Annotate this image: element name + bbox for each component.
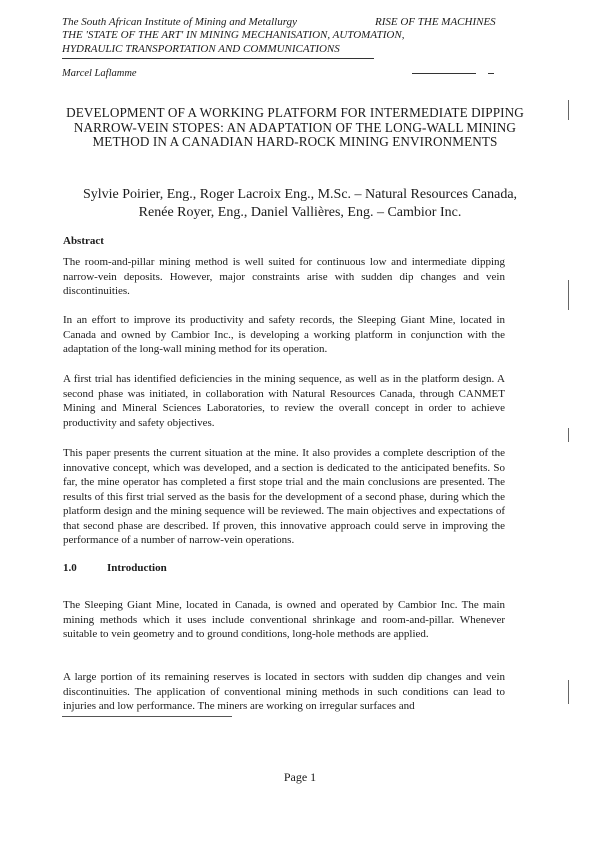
header-subtitle-line2: HYDRAULIC TRANSPORTATION AND COMMUNICATIONS [62,43,340,55]
author-list [55,186,545,222]
abstract-paragraph-1: The room-and-pillar mining method is well suited for continuous low and intermediate dipping narrow-vein deposits. However, major constraints arise with sudden dip changes and vein discontinuities. [63,256,505,297]
header-rule [62,58,374,59]
header-rule-short [412,73,476,74]
scan-margin-mark [568,280,569,310]
page-number: Page 1 [283,770,317,784]
paper-title: DEVELOPMENT OF A WORKING PLATFORM FOR INTERMEDIATE DIPPING NARROW-VEIN STOPES: AN ADAPTATION OF THE LONG-WALL MINING METHOD IN A CANADIAN HARD-ROCK MINING ENVIRONMENTS [66,105,524,149]
introduction-paragraph-2: A large portion of its remaining reserves is located in sectors with sudden dip changes and vein discontinuities. The application of conventional mining methods in such conditions can lead to injuries and low performance. The miners are working on irregular surfaces and [63,671,505,712]
abstract-paragraph-4: This paper presents the current situation at the mine. It also provides a complete description of the innovative concept, which was developed, and a section is dedicated to the anticipated benefits. So far, the mine operator has completed a first stope trial and the main conclusions are presented. The results of this first trial served as the basis for the development of a second phase, during which the platform design and the mining sequence will be reviewed. The main objectives and expectations of that second phase are described. If proven, this innovative approach could serve in improving the performance of a number of narrow-vein operations. [63,447,505,546]
scan-margin-mark [568,680,569,704]
header-subtitle-line1: THE 'STATE OF THE ART' IN MINING MECHANISATION, AUTOMATION, [62,29,405,41]
section-heading: Introduction [107,562,167,574]
header-author: Marcel Laflamme [62,68,137,79]
abstract-heading: Abstract [63,235,104,247]
header-rule-dash [488,73,494,74]
introduction-paragraph-1: The Sleeping Giant Mine, located in Canada, is owned and operated by Cambior Inc. The main mining methods which it uses include conventional shrinkage and room-and-pillar. Whenever suitable to vein geometry and to ground conditions, long-hole methods are applied. [63,599,505,640]
header-organization: The South African Institute of Mining and Metallurgy [62,16,297,28]
scan-margin-mark [568,100,569,120]
authors-line-1: Sylvie Poirier, Eng., Roger Lacroix Eng., M.Sc. – Natural Resources Canada, [82,187,518,202]
authors-line-2: Renée Royer, Eng., Daniel Vallières, Eng. – Cambior Inc. [138,205,462,220]
abstract-paragraph-3: A first trial has identified deficiencies in the mining sequence, as well as in the platform design. A second phase was initiated, in collaboration with Natural Resources Canada, through CANMET Mining and Mineral Sciences Laboratories, to review the overall concept in order to achieve productivity and safety objectives. [63,373,505,429]
abstract-paragraph-2: In an effort to improve its productivity and safety records, the Sleeping Giant Mine, located in Canada and owned by Cambior Inc., is developing a working platform in conjunction with the adaptation of the long-wall mining method for its operation. [63,314,505,355]
footer-rule [62,716,232,717]
scan-margin-mark [568,428,569,442]
section-number: 1.0 [63,562,77,574]
header-conference: RISE OF THE MACHINES [375,16,496,28]
